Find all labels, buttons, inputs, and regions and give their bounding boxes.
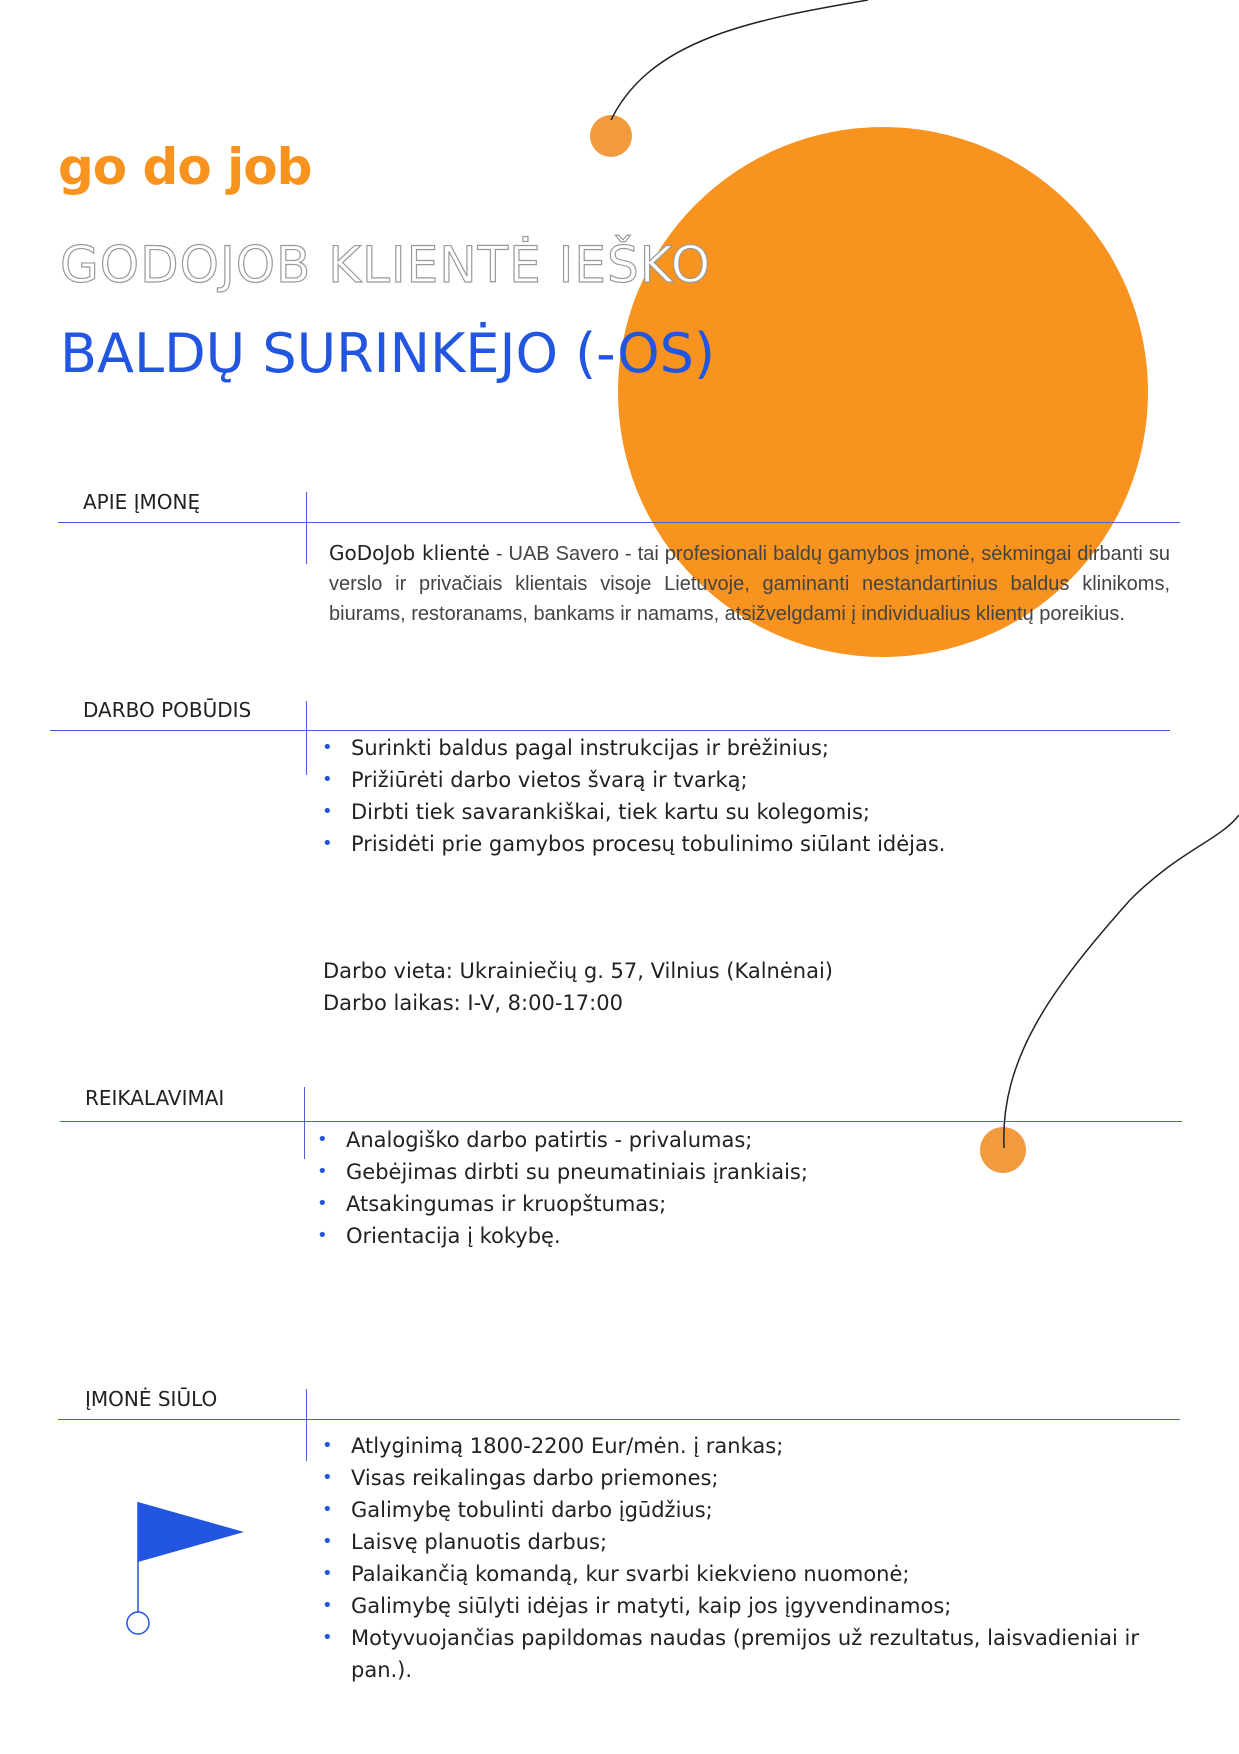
job-title: BALDŲ SURINKĖJO (-OS) [60, 322, 716, 385]
work-hours: Darbo laikas: I-V, 8:00-17:00 [323, 991, 623, 1015]
small-orange-circle-top [590, 115, 632, 157]
small-orange-circle-right [980, 1127, 1026, 1173]
list-item: • Dirbti tiek savarankiškai, tiek kartu su kolegomis; [322, 796, 945, 828]
section-label-work: DARBO POBŪDIS [83, 698, 252, 722]
curve-line-top [611, 0, 868, 120]
flag-icon [138, 1502, 244, 1562]
list-item: • Surinkti baldus pagal instrukcijas ir brėžinius; [322, 732, 945, 764]
divider-requirements [60, 1121, 1182, 1122]
list-item: • Galimybę tobulinti darbo įgūdžius; [322, 1494, 1152, 1526]
list-item: • Prižiūrėti darbo vietos švarą ir tvarką; [322, 764, 945, 796]
list-item: • Prisidėti prie gamybos procesų tobulinimo siūlant idėjas. [322, 828, 945, 860]
outline-heading: GODOJOB KLIENTĖ IEŠKO [60, 236, 712, 294]
divider-offer [58, 1419, 1180, 1420]
list-item: • Orientacija į kokybę. [317, 1220, 808, 1252]
divider-work [50, 730, 1170, 731]
section-label-requirements: REIKALAVIMAI [85, 1086, 225, 1110]
list-item: • Gebėjimas dirbti su pneumatiniais įrankiais; [317, 1156, 808, 1188]
flag-base-circle [127, 1612, 149, 1634]
about-text [329, 538, 1170, 629]
list-item: • Motyvuojančias papildomas naudas (premijos už rezultatus, laisvadieniai ir pan.). [322, 1622, 1152, 1686]
list-item: • Galimybę siūlyti idėjas ir matyti, kaip jos įgyvendinamos; [322, 1590, 1152, 1622]
work-list [322, 732, 945, 860]
section-label-offer: ĮMONĖ SIŪLO [85, 1387, 218, 1411]
vertical-divider-work [306, 701, 307, 775]
list-item: • Palaikančią komandą, kur svarbi kiekvieno nuomonė; [322, 1558, 1152, 1590]
list-item: • Analogiško darbo patirtis - privalumas; [317, 1124, 808, 1156]
vertical-divider-offer [306, 1389, 307, 1461]
about-body: - UAB Savero - tai profesionali baldų gamybos įmonė, sėkmingai dirbanti su verslo ir privačiais klientais visoje Lietuvoje, gaminanti nestandartinius baldus klinikoms, biurams, restoranams, bankams ir namams, atsižvelgdami į individualius klientų poreikius. [329, 543, 1170, 625]
list-item: • Visas reikalingas darbo priemones; [322, 1462, 1152, 1494]
brand-logo: go do job [58, 138, 312, 196]
divider-about [58, 522, 1180, 523]
section-label-about: APIE ĮMONĘ [83, 490, 201, 514]
work-location: Darbo vieta: Ukrainiečių g. 57, Vilnius (Kalnėnai) [323, 959, 833, 983]
list-item: • Laisvę planuotis darbus; [322, 1526, 1152, 1558]
about-lead: GoDoJob klientė [329, 541, 490, 565]
vertical-divider-about [306, 492, 307, 564]
vertical-divider-requirements [304, 1087, 305, 1159]
curve-line-right [1004, 815, 1239, 1148]
offer-list [322, 1430, 1152, 1686]
list-item: • Atsakingumas ir kruopštumas; [317, 1188, 808, 1220]
list-item: • Atlyginimą 1800-2200 Eur/mėn. į rankas; [322, 1430, 1152, 1462]
requirements-list [317, 1124, 808, 1252]
